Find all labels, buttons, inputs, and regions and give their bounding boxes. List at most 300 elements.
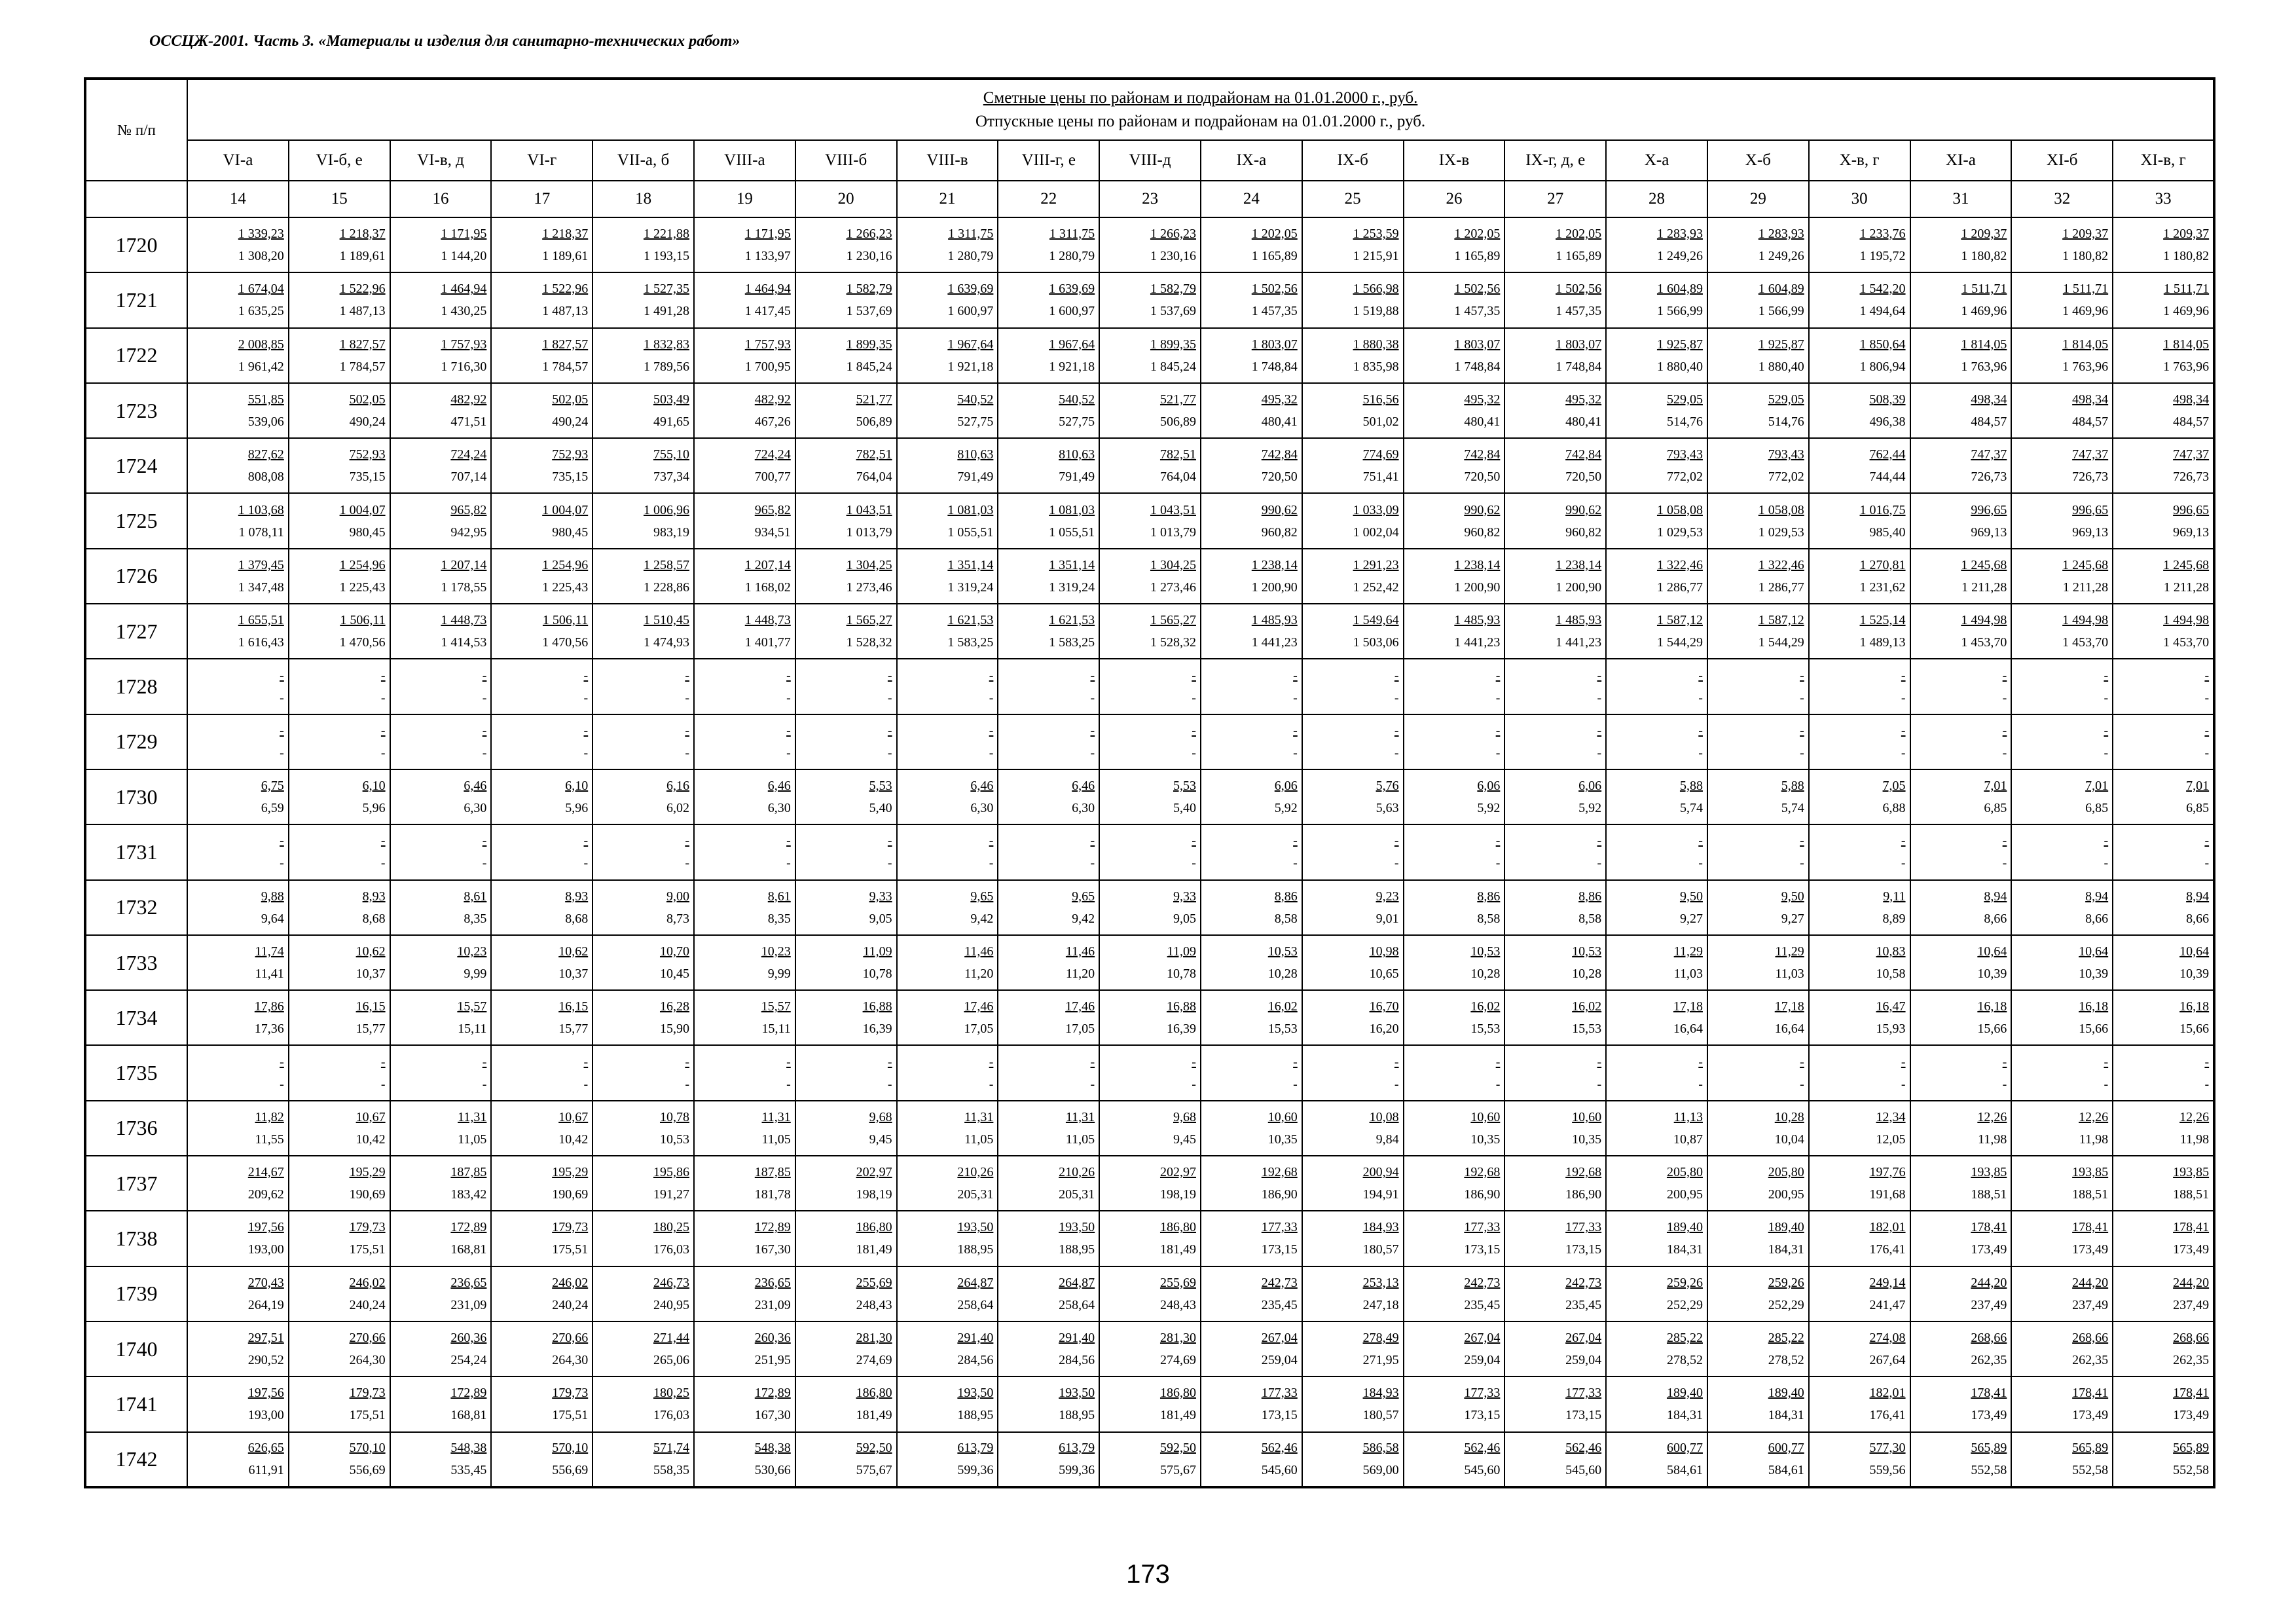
price-cell — [897, 1376, 998, 1431]
price-cell — [1707, 769, 1809, 824]
estimate-price: 180,25 — [653, 1220, 689, 1235]
release-price: - — [1597, 745, 1602, 760]
price-cell — [1606, 824, 1707, 879]
price-cell — [289, 493, 390, 548]
price-cell — [1404, 493, 1505, 548]
release-price: - — [1698, 690, 1703, 705]
estimate-prices-title: Сметные цены по районам и подрайонам на 01.01.2000 г., руб. — [983, 88, 1418, 107]
price-cell — [694, 217, 795, 272]
release-price: 1 168,02 — [744, 580, 791, 595]
price-cell — [187, 714, 289, 769]
release-price: 969,13 — [1971, 525, 2007, 540]
price-cell — [1302, 604, 1404, 659]
price-cell — [897, 935, 998, 990]
price-cell — [1910, 328, 2012, 383]
price-cell — [2113, 1321, 2214, 1376]
release-price: 960,82 — [1565, 525, 1602, 540]
release-price: 10,45 — [659, 967, 689, 981]
estimate-price: 197,56 — [247, 1220, 284, 1235]
estimate-price: 1 621,53 — [947, 613, 994, 628]
estimate-price: 793,43 — [1768, 447, 1804, 462]
price-cell — [795, 604, 897, 659]
release-price: 264,30 — [552, 1353, 589, 1368]
price-cell — [1302, 1045, 1404, 1100]
row-number: 1720 — [85, 217, 187, 272]
region-header: VIII-г, е — [998, 140, 1099, 181]
price-cell — [1504, 604, 1606, 659]
price-cell — [491, 1045, 592, 1100]
release-price: 176,41 — [1869, 1408, 1906, 1423]
estimate-price: 762,44 — [1869, 447, 1906, 462]
estimate-price: 1 814,05 — [2062, 337, 2109, 352]
price-cell — [592, 990, 694, 1045]
release-price: 10,28 — [1572, 967, 1602, 981]
release-price: 173,15 — [1565, 1242, 1602, 1257]
release-price: 1 457,35 — [1454, 304, 1501, 319]
estimate-price: 1 485,93 — [1556, 613, 1602, 628]
release-price: 267,64 — [1869, 1353, 1906, 1368]
price-cell — [1707, 990, 1809, 1045]
price-cell — [1910, 1321, 2012, 1376]
price-cell — [592, 1376, 694, 1431]
estimate-price: 193,50 — [1059, 1220, 1095, 1235]
estimate-price: 1 511,71 — [2062, 282, 2109, 297]
estimate-price: 10,64 — [2079, 944, 2109, 959]
price-cell — [592, 1432, 694, 1487]
release-price: 11,55 — [255, 1132, 284, 1147]
price-cell — [592, 769, 694, 824]
price-cell — [897, 1321, 998, 1376]
release-price: 15,77 — [558, 1022, 589, 1037]
release-price: 235,45 — [1464, 1297, 1501, 1312]
estimate-price: 1 587,12 — [1656, 613, 1703, 628]
release-price: 1 430,25 — [441, 304, 487, 319]
release-price: 190,69 — [552, 1187, 589, 1202]
release-price: 16,64 — [1673, 1022, 1703, 1037]
release-price: - — [1597, 1077, 1602, 1092]
price-cell — [390, 272, 492, 327]
release-price: 1 528,32 — [846, 635, 892, 650]
estimate-price: 202,97 — [1159, 1165, 1196, 1180]
release-price: 1 211,28 — [1961, 580, 2007, 595]
price-cell — [2113, 769, 2214, 824]
price-cell — [592, 1156, 694, 1211]
estimate-price: 8,94 — [2186, 889, 2210, 904]
estimate-price: 1 485,93 — [1251, 613, 1298, 628]
release-price: 9,05 — [1173, 911, 1196, 926]
release-price: 1 528,32 — [1150, 635, 1196, 650]
document-header: ОССЦЖ-2001. Часть 3. «Материалы и изделия для санитарно-технических работ» — [149, 33, 740, 50]
release-price: 176,03 — [653, 1242, 689, 1257]
estimate-price: 8,94 — [1984, 889, 2007, 904]
estimate-price: 253,13 — [1362, 1275, 1399, 1290]
release-price: - — [887, 690, 892, 705]
column-number-empty-cell — [85, 181, 187, 217]
estimate-price: 742,84 — [1261, 447, 1298, 462]
release-price: 9,27 — [1679, 911, 1703, 926]
price-cell — [694, 1045, 795, 1100]
price-cell — [897, 990, 998, 1045]
price-cell — [998, 990, 1099, 1045]
estimate-price: 195,86 — [653, 1165, 689, 1180]
price-cell — [998, 714, 1099, 769]
release-price: 173,49 — [2173, 1242, 2210, 1257]
estimate-price: 8,93 — [362, 889, 386, 904]
estimate-price: 1 058,08 — [1656, 502, 1703, 517]
price-cell — [1302, 1266, 1404, 1321]
price-cell — [998, 935, 1099, 990]
price-cell — [289, 769, 390, 824]
row-number: 1733 — [85, 935, 187, 990]
estimate-price: 752,93 — [349, 447, 386, 462]
estimate-price: 1 565,27 — [846, 613, 892, 628]
estimate-price: 1 803,07 — [1454, 337, 1501, 352]
release-price: 496,38 — [1869, 415, 1906, 430]
release-price: 6,30 — [464, 801, 487, 816]
estimate-price: 15,57 — [761, 999, 791, 1014]
estimate-price: - — [1800, 834, 1804, 849]
release-price: - — [685, 690, 689, 705]
price-cell — [491, 272, 592, 327]
estimate-price: 782,51 — [1159, 447, 1196, 462]
release-price: 484,57 — [1971, 415, 2007, 430]
release-price: - — [1800, 745, 1804, 760]
estimate-price: 186,80 — [1159, 1220, 1196, 1235]
price-cell — [491, 1211, 592, 1266]
release-price: 237,49 — [2173, 1297, 2210, 1312]
price-cell — [1809, 769, 1910, 824]
price-cell — [694, 990, 795, 1045]
estimate-price: 17,86 — [254, 999, 284, 1014]
price-cell — [1809, 272, 1910, 327]
price-cell — [1302, 217, 1404, 272]
estimate-price: 242,73 — [1565, 1275, 1602, 1290]
price-cell — [694, 1156, 795, 1211]
estimate-price: 521,77 — [856, 392, 892, 407]
price-cell — [1910, 493, 2012, 548]
price-cell — [1809, 935, 1910, 990]
release-price: 1 635,25 — [238, 304, 284, 319]
estimate-price: 1 245,68 — [2163, 557, 2210, 572]
release-price: 10,65 — [1369, 967, 1399, 981]
estimate-price: 10,67 — [558, 1109, 589, 1124]
price-cell — [1302, 1376, 1404, 1431]
release-price: 1 806,94 — [1859, 359, 1906, 374]
price-cell — [694, 935, 795, 990]
release-price: 484,57 — [2173, 415, 2210, 430]
price-cell — [795, 549, 897, 604]
estimate-price: 246,02 — [552, 1275, 589, 1290]
price-cell — [2011, 328, 2113, 383]
price-cell — [1201, 438, 1302, 493]
price-cell — [1404, 328, 1505, 383]
price-cell — [390, 990, 492, 1045]
release-price: - — [989, 690, 994, 705]
price-cell — [1504, 272, 1606, 327]
estimate-price: 613,79 — [957, 1441, 994, 1456]
price-cell — [491, 1156, 592, 1211]
price-cell — [1302, 880, 1404, 935]
estimate-price: 268,66 — [2072, 1331, 2109, 1346]
price-cell — [694, 604, 795, 659]
estimate-price: - — [1495, 723, 1501, 738]
price-cell — [1404, 880, 1505, 935]
price-cell — [390, 824, 492, 879]
release-price: 556,69 — [552, 1463, 589, 1478]
release-price: - — [280, 745, 284, 760]
release-price: 552,58 — [2173, 1463, 2210, 1478]
release-price: 10,37 — [355, 967, 386, 981]
release-price: 241,47 — [1869, 1297, 1906, 1312]
estimate-price: 742,84 — [1464, 447, 1501, 462]
estimate-price: 1 245,68 — [1961, 557, 2007, 572]
release-price: - — [887, 856, 892, 871]
release-price: 6,59 — [261, 801, 284, 816]
price-cell — [1809, 880, 1910, 935]
price-cell — [2011, 383, 2113, 438]
estimate-price: 562,46 — [1464, 1441, 1501, 1456]
release-price: 1 784,57 — [339, 359, 386, 374]
estimate-price: 16,15 — [355, 999, 386, 1014]
estimate-price: 205,80 — [1666, 1165, 1703, 1180]
price-cell — [1606, 328, 1707, 383]
price-cell — [1404, 217, 1505, 272]
estimate-price: 747,37 — [2173, 447, 2210, 462]
estimate-price: 1 311,75 — [1049, 227, 1095, 242]
release-price: - — [583, 690, 589, 705]
release-price: - — [1090, 690, 1095, 705]
price-cell — [1302, 328, 1404, 383]
price-cell — [1201, 272, 1302, 327]
release-price: 6,30 — [1072, 801, 1095, 816]
price-cell — [1606, 1376, 1707, 1431]
price-cell — [998, 217, 1099, 272]
region-header: X-б — [1707, 140, 1809, 181]
estimate-price: 10,78 — [659, 1109, 689, 1124]
price-cell — [1606, 1045, 1707, 1100]
release-price: 1 845,24 — [1150, 359, 1196, 374]
release-price: 9,64 — [261, 911, 284, 926]
estimate-price: 12,34 — [1876, 1109, 1906, 1124]
estimate-price: 6,06 — [1578, 779, 1602, 794]
price-cell — [491, 604, 592, 659]
estimate-price: 10,08 — [1369, 1109, 1399, 1124]
estimate-price: 267,04 — [1261, 1331, 1298, 1346]
estimate-price: 1 202,05 — [1556, 227, 1602, 242]
release-price: 290,52 — [247, 1353, 284, 1368]
estimate-price: - — [685, 1054, 689, 1069]
price-cell — [795, 1211, 897, 1266]
estimate-price: 16,88 — [862, 999, 892, 1014]
estimate-price: 502,05 — [552, 392, 589, 407]
estimate-price: 1 803,07 — [1251, 337, 1298, 352]
release-price: 1 180,82 — [2062, 249, 2109, 264]
price-cell — [1201, 935, 1302, 990]
release-price: 5,92 — [1274, 801, 1298, 816]
release-price: 264,30 — [349, 1353, 386, 1368]
estimate-price: 1 527,35 — [643, 282, 689, 297]
estimate-price: 9,68 — [1173, 1109, 1196, 1124]
release-price: 1 469,96 — [1961, 304, 2007, 319]
estimate-price: - — [1901, 723, 1906, 738]
price-cell — [1707, 714, 1809, 769]
estimate-price: 177,33 — [1565, 1386, 1602, 1401]
price-cell — [1201, 328, 1302, 383]
release-price: 514,76 — [1768, 415, 1804, 430]
release-price: 259,04 — [1464, 1353, 1501, 1368]
release-price: 168,81 — [450, 1408, 487, 1423]
estimate-price: 1 291,23 — [1353, 557, 1399, 572]
release-price: - — [2204, 745, 2210, 760]
price-cell — [897, 1045, 998, 1100]
estimate-price: - — [887, 723, 892, 738]
estimate-price: - — [1800, 668, 1804, 683]
price-cell — [187, 1211, 289, 1266]
estimate-price: 177,33 — [1565, 1220, 1602, 1235]
estimate-price: 1 004,07 — [542, 502, 589, 517]
price-cell — [2113, 1211, 2214, 1266]
release-price: 611,91 — [248, 1463, 284, 1478]
estimate-price: 12,26 — [1977, 1109, 2007, 1124]
table-row — [85, 1321, 2214, 1376]
release-price: 1 319,24 — [947, 580, 994, 595]
table-row — [85, 1156, 2214, 1211]
region-header: XI-а — [1910, 140, 2012, 181]
release-price: 17,05 — [1065, 1022, 1095, 1037]
release-price: 173,15 — [1261, 1408, 1298, 1423]
estimate-price: 8,94 — [2085, 889, 2109, 904]
estimate-price: - — [1293, 723, 1298, 738]
release-price: 1 583,25 — [1049, 635, 1095, 650]
estimate-price: 246,73 — [653, 1275, 689, 1290]
estimate-price: 529,05 — [1768, 392, 1804, 407]
price-cell — [592, 1266, 694, 1321]
price-cell — [795, 769, 897, 824]
release-price: 1 319,24 — [1049, 580, 1095, 595]
release-price: 173,49 — [2173, 1408, 2210, 1423]
price-cell — [1404, 935, 1505, 990]
price-cell — [2113, 1045, 2214, 1100]
release-price: 1 193,15 — [643, 249, 689, 264]
release-price: 15,53 — [1572, 1022, 1602, 1037]
price-cell — [289, 1266, 390, 1321]
price-cell — [491, 659, 592, 714]
release-price: 744,44 — [1869, 470, 1906, 485]
release-price: - — [2204, 856, 2210, 871]
release-price: 1 013,79 — [846, 525, 892, 540]
estimate-price: 236,65 — [754, 1275, 791, 1290]
release-price: 247,18 — [1362, 1297, 1399, 1312]
estimate-price: 214,67 — [247, 1165, 284, 1180]
price-cell — [795, 880, 897, 935]
price-cell — [694, 659, 795, 714]
release-price: - — [1090, 1077, 1095, 1092]
release-price: - — [2204, 1077, 2210, 1092]
release-price: 764,04 — [856, 470, 892, 485]
estimate-price: - — [989, 668, 994, 683]
price-cell — [1302, 990, 1404, 1045]
price-cell — [187, 1156, 289, 1211]
estimate-price: 516,56 — [1362, 392, 1399, 407]
estimate-price: - — [482, 723, 487, 738]
price-cell — [390, 1101, 492, 1156]
price-cell — [694, 549, 795, 604]
row-number: 1734 — [85, 990, 187, 1045]
estimate-price: - — [887, 668, 892, 683]
estimate-price: 996,65 — [1971, 502, 2007, 517]
release-price: 184,31 — [1666, 1408, 1703, 1423]
estimate-price: 1 081,03 — [947, 502, 994, 517]
column-number: 22 — [998, 181, 1099, 217]
estimate-price: 1 899,35 — [1150, 337, 1196, 352]
price-cell — [187, 328, 289, 383]
release-price: 186,90 — [1565, 1187, 1602, 1202]
release-price: - — [583, 1077, 589, 1092]
price-cell — [1201, 1156, 1302, 1211]
price-cell — [187, 272, 289, 327]
price-cell — [1910, 383, 2012, 438]
row-number: 1730 — [85, 769, 187, 824]
release-price: 10,39 — [2079, 967, 2109, 981]
price-cell — [2011, 1101, 2113, 1156]
release-price: 188,51 — [2072, 1187, 2109, 1202]
release-price: 15,66 — [2079, 1022, 2109, 1037]
release-price: 1 921,18 — [947, 359, 994, 374]
price-cell — [1099, 990, 1201, 1045]
price-cell — [2113, 217, 2214, 272]
price-cell — [187, 217, 289, 272]
estimate-price: 1 565,27 — [1150, 613, 1196, 628]
row-number: 1737 — [85, 1156, 187, 1211]
release-price: 262,35 — [2173, 1353, 2210, 1368]
release-price: 491,65 — [653, 415, 689, 430]
release-price: 11,98 — [2079, 1132, 2109, 1147]
estimate-price: 495,32 — [1464, 392, 1501, 407]
price-cell — [2113, 1266, 2214, 1321]
release-price: 942,95 — [450, 525, 487, 540]
estimate-price: 11,31 — [458, 1109, 487, 1124]
price-cell — [795, 217, 897, 272]
release-prices-title: Отпускные цены по районам и подрайонам на 01.01.2000 г., руб. — [975, 112, 1426, 130]
price-cell — [1504, 824, 1606, 879]
price-cell — [390, 1376, 492, 1431]
estimate-price: 1 207,14 — [744, 557, 791, 572]
estimate-price: 186,80 — [856, 1220, 892, 1235]
estimate-price: - — [1698, 668, 1703, 683]
release-price: 188,95 — [1059, 1408, 1095, 1423]
price-cell — [2113, 383, 2214, 438]
estimate-price: 281,30 — [1159, 1331, 1196, 1346]
estimate-price: 264,87 — [957, 1275, 994, 1290]
price-cell — [592, 438, 694, 493]
price-cell — [1099, 217, 1201, 272]
release-price: 539,06 — [247, 415, 284, 430]
estimate-price: 5,88 — [1679, 779, 1703, 794]
price-cell — [1606, 217, 1707, 272]
price-cell — [1504, 549, 1606, 604]
estimate-price: - — [786, 668, 791, 683]
price-cell — [2113, 659, 2214, 714]
estimate-price: 178,41 — [2173, 1220, 2210, 1235]
estimate-price: 5,53 — [1173, 779, 1196, 794]
release-price: 16,39 — [862, 1022, 892, 1037]
estimate-price: 11,31 — [761, 1109, 791, 1124]
row-number: 1721 — [85, 272, 187, 327]
estimate-price: 1 448,73 — [744, 613, 791, 628]
estimate-price: - — [1394, 723, 1399, 738]
estimate-price: 782,51 — [856, 447, 892, 462]
price-cell — [1707, 438, 1809, 493]
